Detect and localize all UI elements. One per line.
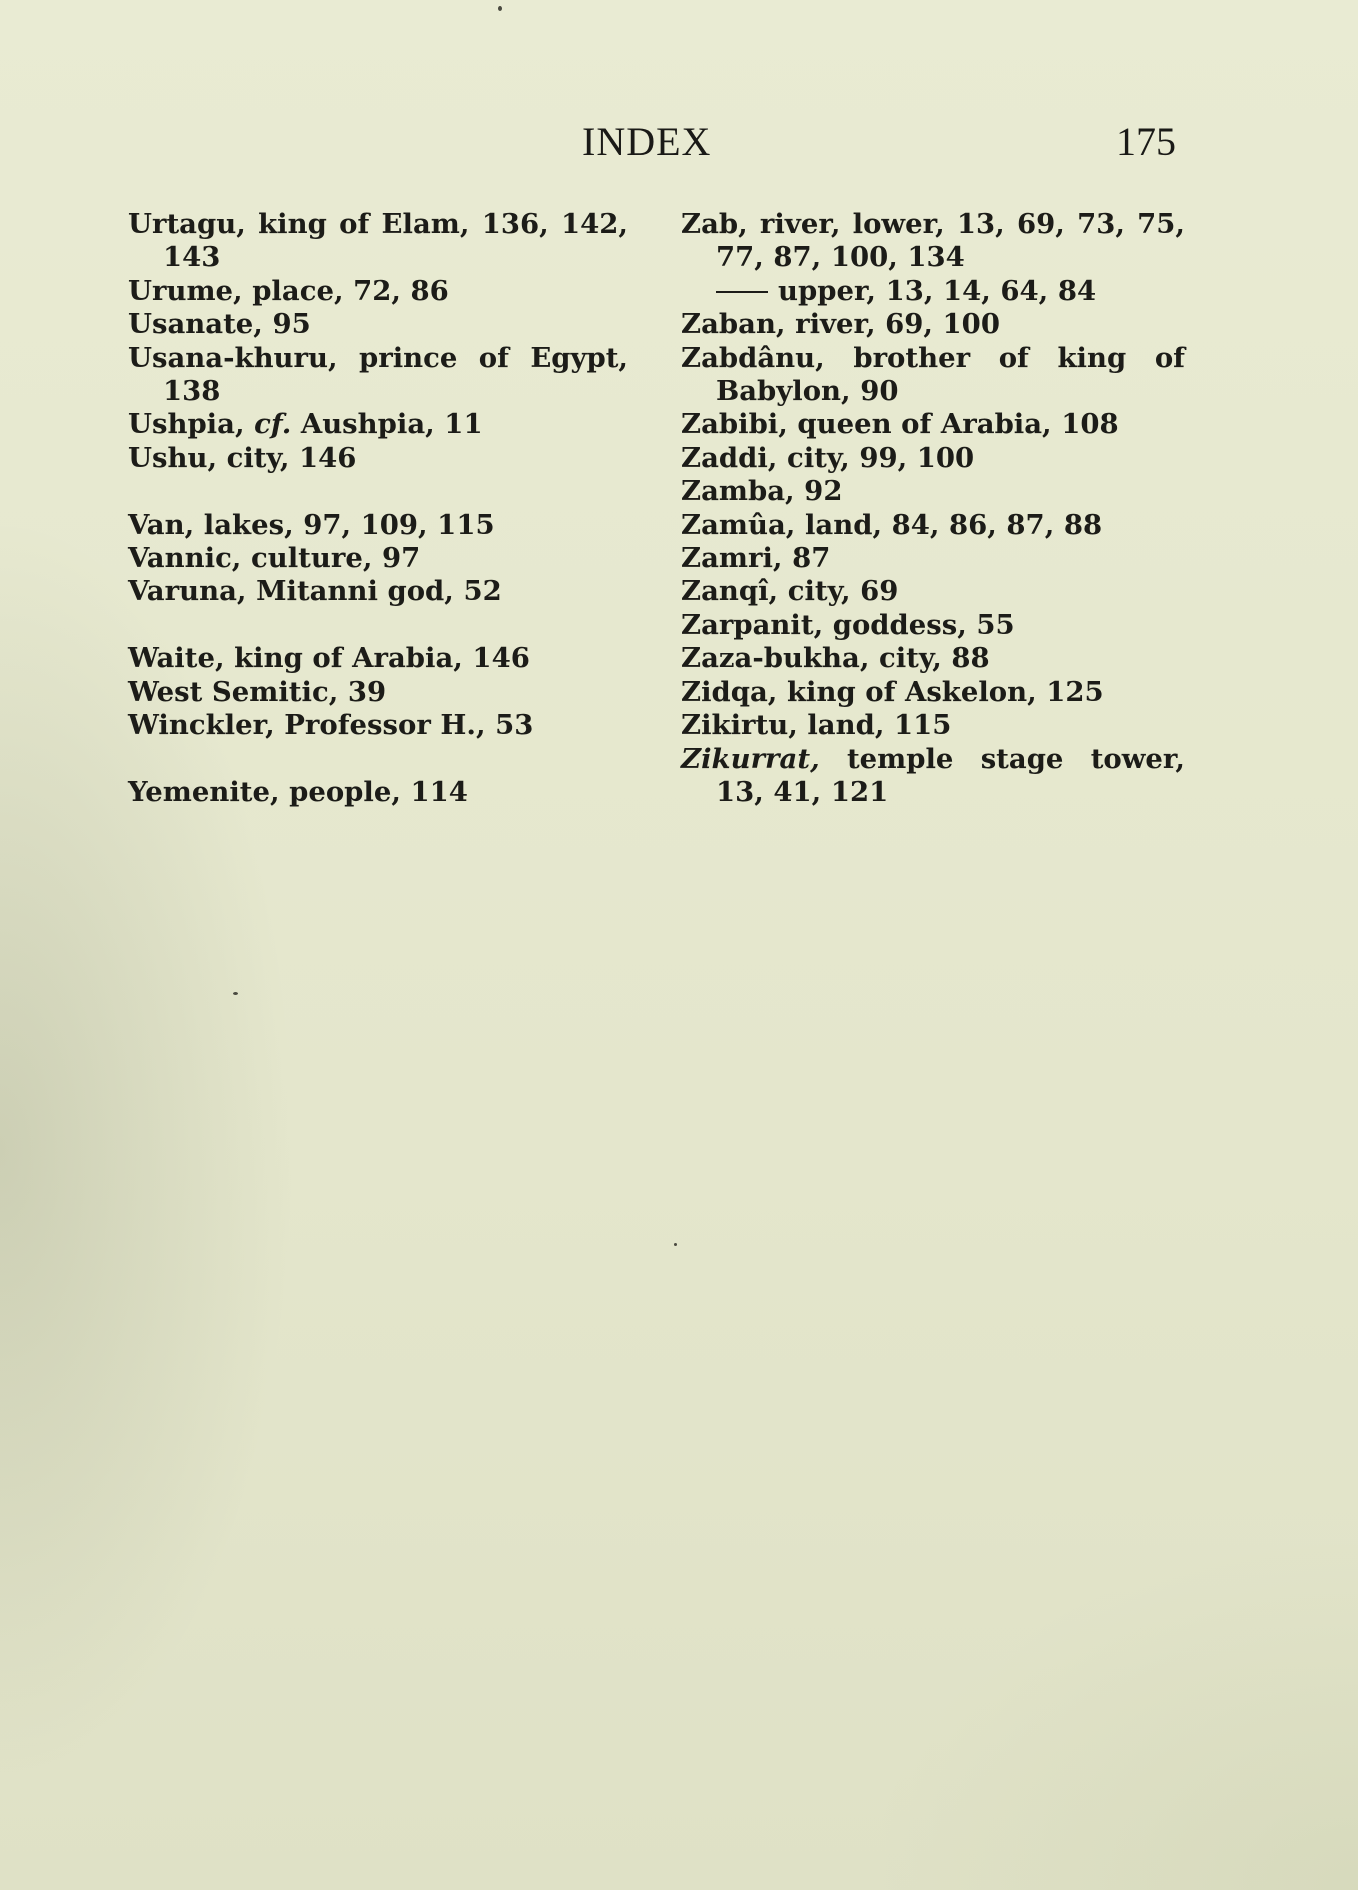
index-entry-ushu: Ushu, city, 146 bbox=[128, 441, 357, 474]
index-entry-varuna: Varuna, Mitanni god, 52 bbox=[128, 575, 502, 608]
index-entry-zaddi: Zaddi, city, 99, 100 bbox=[681, 441, 975, 474]
cf-abbreviation: cf. bbox=[254, 408, 292, 441]
index-subentry-zab-upper bbox=[681, 275, 1185, 308]
index-entry-waite: Waite, king of Arabia, 146 bbox=[128, 642, 530, 675]
entry-text: Aushpia, 11 bbox=[291, 408, 483, 441]
index-entry-zarpanit: Zarpanit, goddess, 55 bbox=[681, 608, 1015, 641]
index-entry-zab: Zab, river, lower, 13, 69, 73, 75, 77, 87, 100, 134 bbox=[681, 208, 1185, 274]
index-entry-zabdanu: Zabdânu, brother of king of Babylon, 90 bbox=[681, 341, 1185, 408]
index-entry-urume: Urume, place, 72, 86 bbox=[128, 274, 449, 307]
page-number: 175 bbox=[1116, 119, 1176, 164]
index-entry-zanqi: Zanqî, city, 69 bbox=[681, 575, 899, 608]
index-entry-zamba: Zamba, 92 bbox=[681, 475, 843, 508]
entry-text: upper, 13, 14, 64, 84 bbox=[778, 274, 1097, 307]
paper-speck bbox=[233, 992, 238, 995]
index-entry-zidqa: Zidqa, king of Askelon, 125 bbox=[681, 675, 1104, 708]
index-entry-zikirtu: Zikirtu, land, 115 bbox=[681, 709, 952, 742]
index-entry-usanate: Usanate, 95 bbox=[128, 308, 311, 341]
index-entry-vannic: Vannic, culture, 97 bbox=[128, 542, 421, 575]
paper-speck bbox=[674, 1243, 677, 1246]
index-entry-zamua: Zamûa, land, 84, 86, 87, 88 bbox=[681, 508, 1103, 541]
entry-text-italic: Zikurrat, bbox=[681, 742, 820, 775]
page-title: INDEX bbox=[582, 119, 712, 164]
index-entry-urtagu: Urtagu, king of Elam, 136, 142, 143 bbox=[128, 208, 628, 274]
index-entry-zaza-bukha: Zaza-bukha, city, 88 bbox=[681, 642, 990, 675]
entry-text: temple stage tower, 13, 41, 121 bbox=[716, 742, 1185, 808]
index-entry-yemenite: Yemenite, people, 114 bbox=[128, 775, 468, 808]
index-column-right bbox=[681, 208, 1185, 809]
ditto-dash bbox=[716, 291, 768, 293]
index-entry-winckler: Winckler, Professor H., 53 bbox=[128, 709, 534, 742]
index-entry-zabibi: Zabibi, queen of Arabia, 108 bbox=[681, 408, 1119, 441]
index-entry-van: Van, lakes, 97, 109, 115 bbox=[128, 508, 495, 541]
index-entry-zaban: Zaban, river, 69, 100 bbox=[681, 308, 1000, 341]
paper-speck bbox=[498, 6, 502, 11]
running-head bbox=[0, 118, 1358, 168]
index-entry-zikurrat bbox=[681, 743, 1185, 810]
index-entry-zamri: Zamri, 87 bbox=[681, 542, 831, 575]
index-entry-ushpia bbox=[128, 408, 628, 441]
index-entry-west-semitic: West Semitic, 39 bbox=[128, 675, 387, 708]
entry-text: Ushpia, bbox=[128, 408, 255, 441]
index-column-left bbox=[128, 208, 628, 809]
index-entry-usana-khuru: Usana-khuru, prince of Egypt, 138 bbox=[128, 341, 628, 408]
